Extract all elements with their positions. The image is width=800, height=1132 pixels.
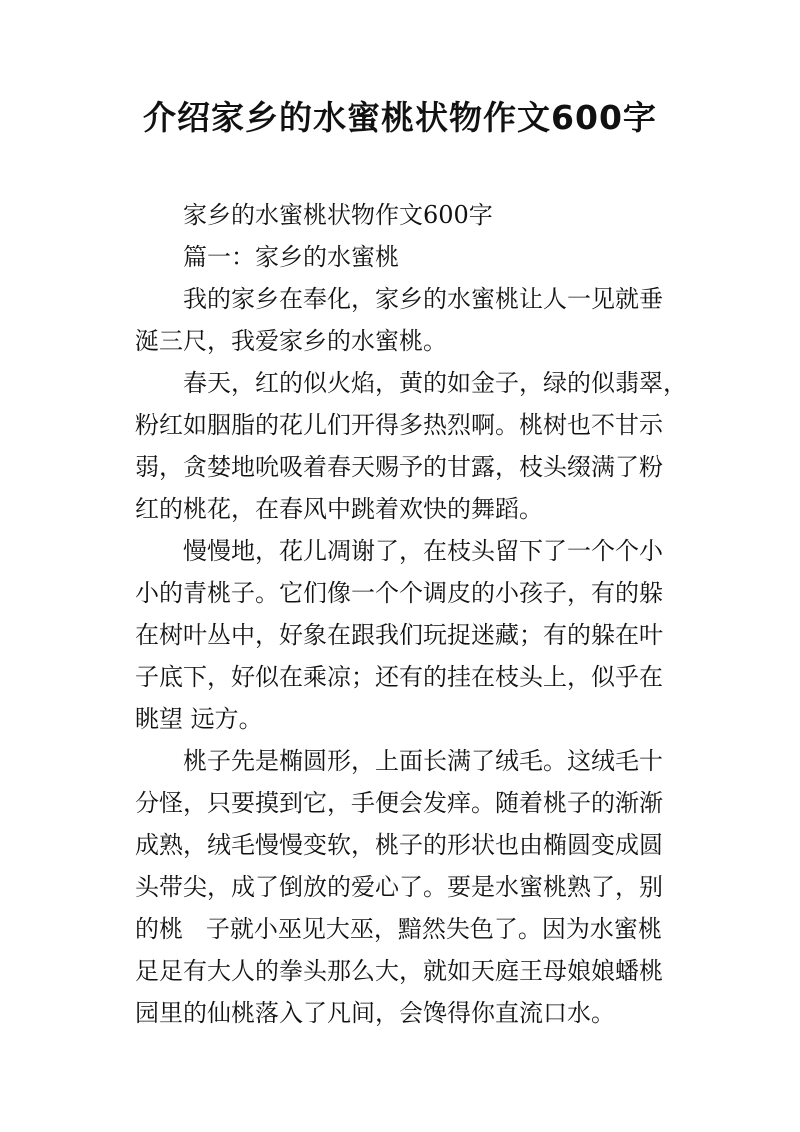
- text-line: 涎三尺，我爱家乡的水蜜桃。: [135, 327, 447, 355]
- text-line: 春天，红的似火焰，黄的如金子，绿的似翡翠，: [183, 369, 687, 397]
- text-line: 园里的仙桃落入了凡间，会馋得你直流口水。: [135, 999, 615, 1027]
- text-line: 桃子先是椭圆形，上面长满了绒毛。这绒毛十: [183, 747, 663, 775]
- text-line: 足足有大人的拳头那么大，就如天庭王母娘娘蟠桃: [135, 957, 663, 985]
- document-body: [135, 194, 695, 1034]
- text-line: 头带尖，成了倒放的爱心了。要是水蜜桃熟了，别: [135, 873, 663, 901]
- text-line: 分怪，只要摸到它，手便会发痒。随着桃子的渐渐: [135, 789, 663, 817]
- text-line: 我的家乡在奉化，家乡的水蜜桃让人一见就垂: [183, 285, 663, 313]
- text-line: 的桃 子就小巫见大巫，黯然失色了。因为水蜜桃: [135, 915, 662, 943]
- text-line: 红的桃花，在春风中跳着欢快的舞蹈。: [135, 495, 543, 523]
- text-line: 家乡的水蜜桃状物作文600字: [183, 201, 493, 229]
- document-title: 介绍家乡的水蜜桃状物作文600字: [143, 98, 657, 137]
- text-line: 眺望 远方。: [135, 705, 263, 733]
- text-line: 在树叶丛中，好象在跟我们玩捉迷藏；有的躲在叶: [135, 621, 663, 649]
- text-line: 弱，贪婪地吮吸着春天赐予的甘露，枝头缀满了粉: [135, 453, 663, 481]
- text-line: 粉红如胭脂的花儿们开得多热烈啊。桃树也不甘示: [135, 411, 663, 439]
- text-line: 小的青桃子。它们像一个个调皮的小孩子，有的躲: [135, 579, 663, 607]
- text-line: 成熟，绒毛慢慢变软，桃子的形状也由椭圆变成圆: [135, 831, 663, 859]
- text-line: 子底下，好似在乘凉；还有的挂在枝头上，似乎在: [135, 663, 663, 691]
- text-line: 慢慢地，花儿凋谢了，在枝头留下了一个个小: [183, 537, 663, 565]
- text-line: 篇一：家乡的水蜜桃: [183, 243, 399, 271]
